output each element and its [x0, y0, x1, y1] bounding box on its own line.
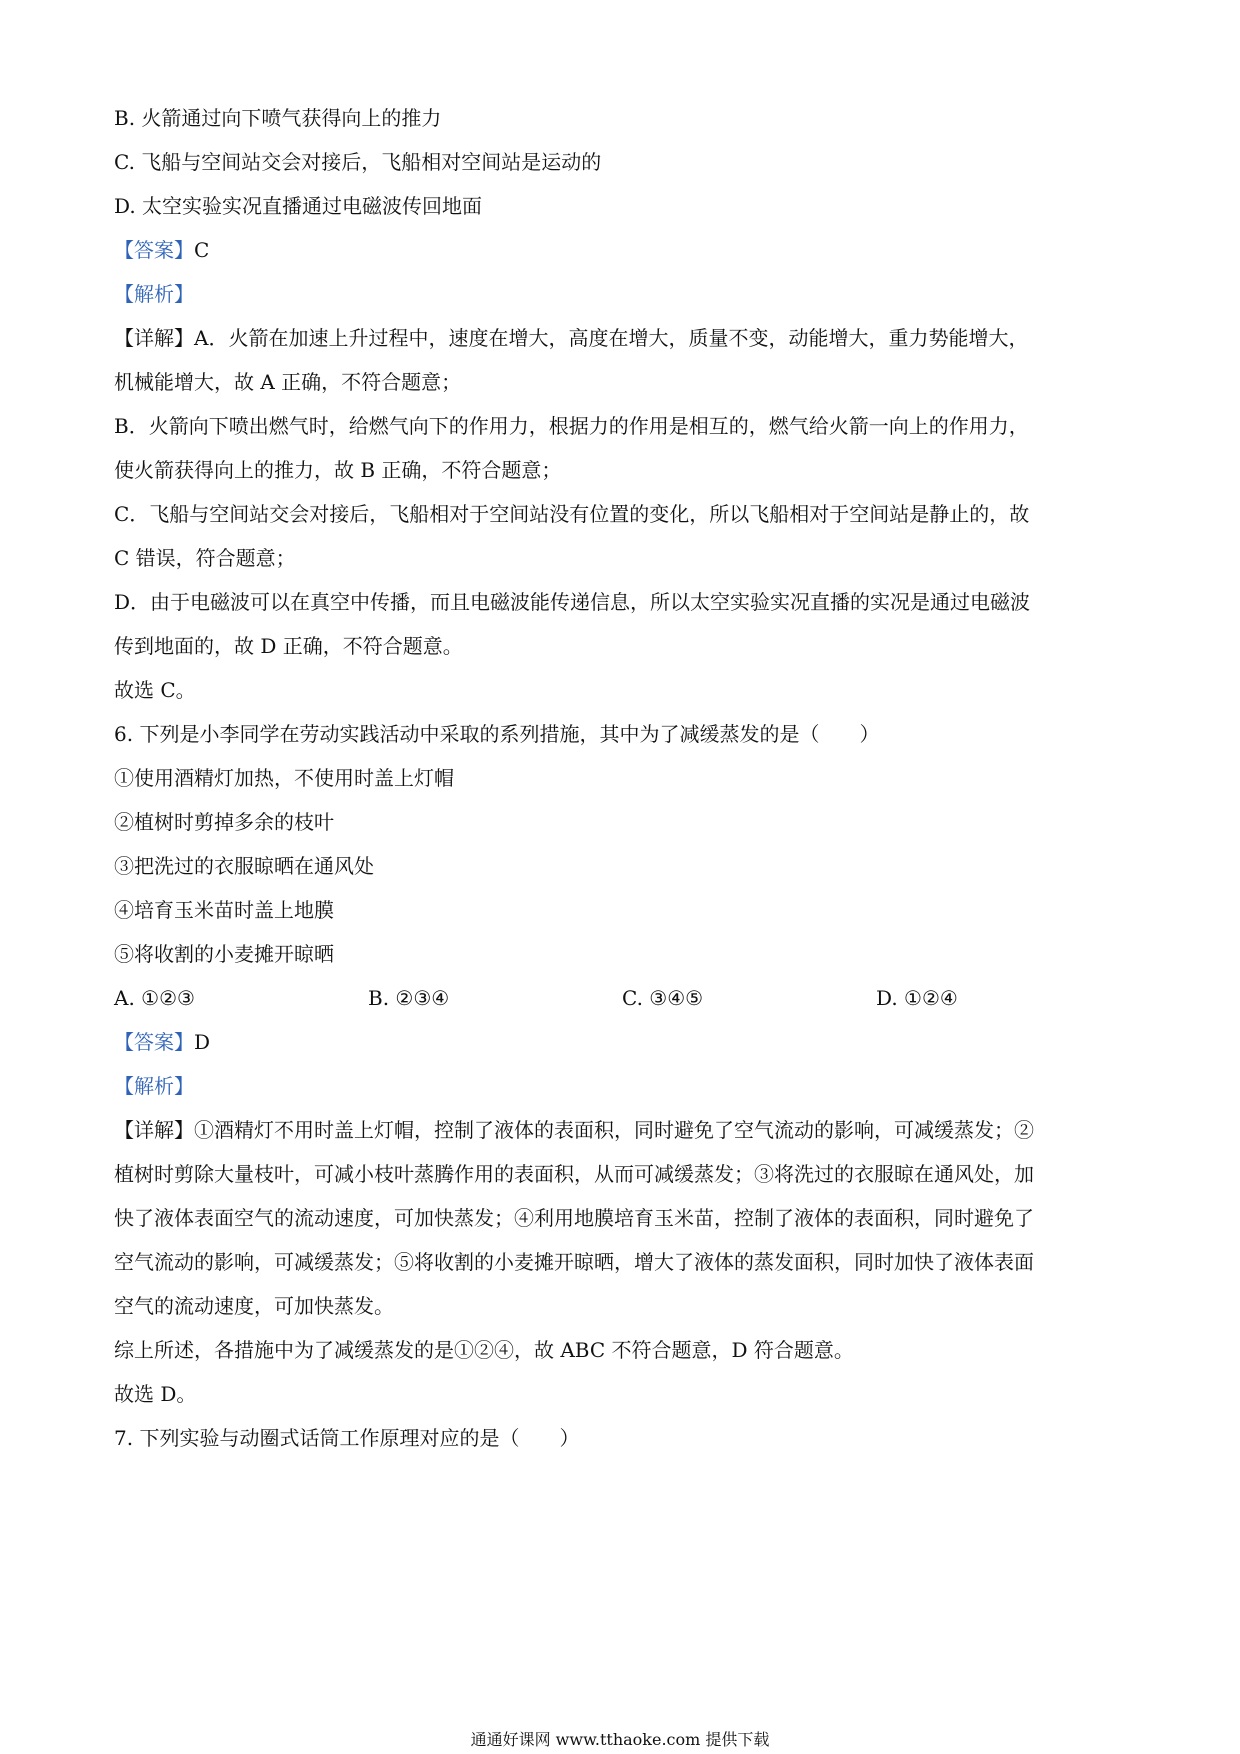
- q5-detail-line: D．由于电磁波可以在真空中传播，而且电磁波能传递信息，所以太空实验实况直播的实况是通过电磁波: [114, 590, 1031, 614]
- detail-text: A．火箭在加速上升过程中，速度在增大，高度在增大，质量不变，动能增大，重力势能增大，: [194, 326, 1029, 350]
- q6-option-d: D. ①②④: [876, 986, 958, 1010]
- detail-text: ①酒精灯不用时盖上灯帽，控制了液体的表面积，同时避免了空气流动的影响，可减缓蒸发；②: [194, 1118, 1034, 1142]
- q7-stem: 7. 下列实验与动圈式话筒工作原理对应的是（ ）: [114, 1426, 580, 1450]
- answer-label: 【答案】: [114, 238, 194, 262]
- q6-analysis-label: 【解析】: [114, 1074, 194, 1098]
- q5-answer: [114, 238, 209, 262]
- q5-detail-line: B．火箭向下喷出燃气时，给燃气向下的作用力，根据力的作用是相互的，燃气给火箭一向上的作用力，: [114, 414, 1029, 438]
- q5-detail-line: 机械能增大，故 A 正确，不符合题意；: [114, 370, 462, 394]
- q5-analysis-label: 【解析】: [114, 282, 194, 306]
- q5-detail-line: 使火箭获得向上的推力，故 B 正确，不符合题意；: [114, 458, 562, 482]
- q6-detail-line: 空气的流动速度，可加快蒸发。: [114, 1294, 394, 1318]
- q5-conclusion: 故选 C。: [114, 678, 196, 702]
- q5-option-c: C. 飞船与空间站交会对接后，飞船相对空间站是运动的: [114, 150, 602, 174]
- q6-option-b: B. ②③④: [368, 986, 450, 1010]
- detail-label: 【详解】: [114, 1118, 194, 1142]
- q6-item: ①使用酒精灯加热，不使用时盖上灯帽: [114, 766, 454, 790]
- q6-conclusion: 故选 D。: [114, 1382, 197, 1406]
- q5-detail-line: [114, 326, 1028, 350]
- q6-item: ③把洗过的衣服晾晒在通风处: [114, 854, 374, 878]
- q6-item: ⑤将收割的小麦摊开晾晒: [114, 942, 334, 966]
- q5-option-b: B. 火箭通过向下喷气获得向上的推力: [114, 106, 442, 130]
- q5-detail-line: C．飞船与空间站交会对接后，飞船相对于空间站没有位置的变化，所以飞船相对于空间站是静止的，故: [114, 502, 1030, 526]
- q5-option-d: D. 太空实验实况直播通过电磁波传回地面: [114, 194, 483, 218]
- q5-detail-line: C 错误，符合题意；: [114, 546, 296, 570]
- q6-detail-line: 植树时剪除大量枝叶，可减小枝叶蒸腾作用的表面积，从而可减缓蒸发；③将洗过的衣服晾在通风处，加: [114, 1162, 1034, 1186]
- q6-detail-line: 快了液体表面空气的流动速度，可加快蒸发；④利用地膜培育玉米苗，控制了液体的表面积，同时避免了: [114, 1206, 1034, 1230]
- q6-option-c: C. ③④⑤: [622, 986, 704, 1010]
- q6-option-a: A. ①②③: [114, 986, 195, 1010]
- answer-label: 【答案】: [114, 1030, 194, 1054]
- q6-item: ②植树时剪掉多余的枝叶: [114, 810, 334, 834]
- q6-answer: [114, 1030, 210, 1054]
- q6-stem: 6. 下列是小李同学在劳动实践活动中采取的系列措施，其中为了减缓蒸发的是（ ）: [114, 722, 880, 746]
- q6-summary: 综上所述，各措施中为了减缓蒸发的是①②④，故 ABC 不符合题意，D 符合题意。: [114, 1338, 854, 1362]
- answer-value: D: [194, 1030, 211, 1054]
- q5-detail-line: 传到地面的，故 D 正确，不符合题意。: [114, 634, 463, 658]
- q6-detail-line: 空气流动的影响，可减缓蒸发；⑤将收割的小麦摊开晾晒，增大了液体的蒸发面积，同时加快了液体表面: [114, 1250, 1034, 1274]
- detail-label: 【详解】: [114, 326, 194, 350]
- answer-value: C: [194, 238, 210, 262]
- page-footer: 通通好课网 www.tthaoke.com 提供下载: [470, 1730, 770, 1749]
- q6-item: ④培育玉米苗时盖上地膜: [114, 898, 334, 922]
- q6-detail-line: [114, 1118, 1034, 1142]
